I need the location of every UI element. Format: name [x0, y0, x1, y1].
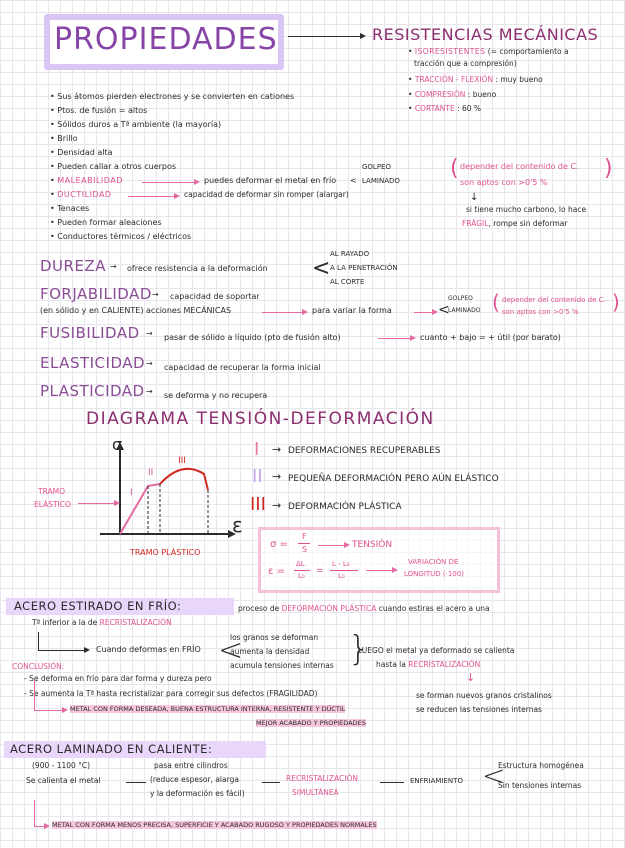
dureza-brace: < — [312, 256, 331, 281]
res-2: Sin tensiones internas — [498, 781, 582, 790]
depende-text: depender del contenido de C. — [460, 162, 579, 171]
fusibilidad-desc: pasar de sólido a líquido (pto de fusión alto) — [164, 333, 341, 342]
dureza-option-3: AL CORTE — [330, 278, 365, 286]
resistencias-item-3: • COMPRESIÓN : bueno — [408, 90, 497, 99]
acero-frio-line2: Tª inferior a la de RECRISTALIZACIÓN — [32, 618, 172, 627]
ductilidad-desc: capacidad de deformar sin romper (alargar) — [184, 190, 349, 199]
forjabilidad-desc-2: (en sólido y en CALIENTE) acciones MECÁNICAS — [40, 306, 232, 315]
legend-arrow-2: → — [272, 470, 282, 483]
caliente-down-line — [34, 800, 35, 826]
dureza-arrow: → — [110, 262, 117, 271]
granos-1: se forman nuevos granos cristalinos — [416, 691, 552, 700]
bullet-4: • Brillo — [50, 134, 78, 143]
formula-eps-bar1 — [294, 570, 310, 571]
diagram-epsilon: ε — [232, 513, 243, 537]
caliente-result-arrow — [34, 826, 48, 827]
forjabilidad-desc: capacidad de soportar — [170, 292, 260, 301]
effect-1: los granos se deforman — [230, 633, 319, 642]
bullet-11: • Conductores térmicos / eléctricos — [50, 232, 192, 241]
legend-arrow-1: → — [272, 443, 282, 456]
zone-II: II — [148, 468, 154, 478]
res-1: Estructura homogénea — [498, 761, 584, 770]
bullet-8: • DUCTILIDAD — [50, 190, 112, 199]
caliente-recris-1: RECRISTALIZACIÓN — [286, 774, 358, 783]
acero-frio-line1: proceso de DEFORMACIÓN PLÁSTICA cuando estiras el acero a una — [238, 604, 490, 613]
depende-paren-open: ( — [450, 156, 459, 181]
title-arrow — [288, 36, 364, 37]
elasticidad-desc: capacidad de recuperar la forma inicial — [164, 363, 321, 372]
maleabilidad-desc: puedes deformar el metal en frío — [204, 176, 337, 185]
conclusion-2: - Se aumenta la Tª hasta recristalizar para corregir sus defectos (FRAGILIDAD) — [24, 689, 318, 698]
ductilidad-arrow — [128, 196, 178, 197]
maleabilidad-arrow — [142, 182, 198, 183]
legend-text-2: PEQUEÑA DEFORMACIÓN PERO AÚN ELÁSTICO — [288, 474, 499, 484]
result-2: MEJOR ACABADO Y PROPIEDADES — [256, 719, 366, 727]
carbono-note-2: FRÁGIL, rompe sin deformar — [462, 219, 568, 228]
formula-sigma-arrow — [318, 545, 348, 546]
formula-eps-num1: ΔL — [296, 560, 305, 568]
formula-sigma-den: S — [302, 545, 308, 554]
result-arrow — [34, 710, 66, 711]
formula-eps-arrow — [366, 570, 396, 571]
maleabilidad-laminado: LAMINADO — [362, 177, 400, 185]
fusibilidad-desc-2: cuanto + bajo = + útil (por barato) — [420, 333, 561, 342]
granos-2: se reducen las tensiones internas — [416, 705, 542, 714]
formula-eps-eq: = — [316, 566, 324, 576]
bullet-7: • MALEABILIDAD — [50, 176, 123, 185]
conclusion-label: CONCLUSIÓN: — [12, 662, 65, 671]
tramo-elastico-arrow — [78, 503, 118, 504]
page-title: PROPIEDADES — [54, 22, 278, 57]
acero-frio-hasta: hasta la RECRISTALIZACIÓN — [376, 660, 481, 669]
resistencias-item-2: • TRACCIÓN - FLEXIÓN : muy bueno — [408, 75, 543, 84]
plasticidad-desc: se deforma y no recupera — [164, 391, 268, 400]
forjabilidad-arrow-2 — [262, 312, 306, 313]
legend-num-3: III — [250, 494, 266, 515]
fusibilidad-arrow: → — [146, 329, 153, 338]
maleabilidad-golpeo: GOLPEO — [362, 163, 391, 171]
acero-frio-down-line — [38, 632, 39, 650]
formula-sigma-label: TENSIÓN — [352, 540, 393, 550]
effect-3: acumula tensiones internas — [230, 661, 334, 670]
result-1: METAL CON FORMA DESEADA, BUENA ESTRUCTURA INTERNA, RESISTENTE Y DÚCTIL — [70, 705, 346, 713]
forjabilidad-laminado: LAMINADO — [448, 307, 481, 314]
carbono-arrow-down: ↓ — [470, 192, 479, 203]
aptos-text: son aptos con >0'5 % — [460, 178, 548, 187]
carbono-note-1: si tiene mucho carbono, lo hace — [466, 205, 587, 214]
forjabilidad-arrow-3 — [414, 312, 436, 313]
formula-eps-den2: L₀ — [338, 572, 345, 580]
elasticidad-arrow: → — [146, 359, 153, 368]
pasa-3: y la deformación es fácil) — [150, 789, 245, 798]
effect-2: aumenta la densidad — [230, 647, 310, 656]
diagrama-heading: DIAGRAMA TENSIÓN-DEFORMACIÓN — [86, 409, 435, 429]
recris-dash — [380, 782, 404, 783]
fusibilidad-label: FUSIBILIDAD — [40, 324, 140, 342]
bullet-3: • Sólidos duros a Tª ambiente (la mayoría) — [50, 120, 222, 129]
bullet-6: • Pueden callar a otros cuerpos — [50, 162, 177, 171]
forj-paren-open: ( — [492, 290, 500, 314]
fusibilidad-arrow-2 — [378, 338, 414, 339]
legend-num-2: II — [252, 466, 263, 487]
tramo-elastico-1: TRAMO — [38, 487, 65, 496]
formula-sigma-num: F — [302, 532, 307, 541]
tramo-plastico: TRAMO PLÁSTICO — [130, 548, 201, 557]
formula-sigma-lhs: σ = — [270, 539, 288, 550]
dureza-option-2: A LA PENETRACIÓN — [330, 264, 398, 272]
bullet-5: • Densidad alta — [50, 148, 113, 157]
diagram-sigma: σ — [112, 435, 123, 454]
legend-num-1: I — [254, 439, 260, 460]
formula-eps-label-1: VARIACIÓN DE — [408, 558, 459, 566]
dureza-desc: ofrece resistencia a la deformación — [127, 264, 268, 273]
legend-arrow-3: → — [272, 499, 282, 512]
formula-eps-den1: L₀ — [298, 572, 305, 580]
recris-arrow-down: ↓ — [466, 671, 476, 684]
acero-frio-brace-1: < — [218, 633, 244, 668]
maleabilidad-brace: < — [350, 176, 357, 185]
acero-caliente-calienta: Se calienta el metal — [26, 776, 101, 785]
formula-eps-label-2: LONGITUD (·100) — [404, 570, 464, 578]
forjabilidad-label: FORJABILIDAD — [40, 285, 152, 303]
dureza-label: DUREZA — [40, 257, 106, 275]
resistencias-item-1: • ISORESISTENTES (= comportamiento a — [408, 47, 569, 56]
acero-frio-arrow-1 — [38, 650, 88, 651]
pasa-2: (reduce espesor, alarga — [150, 775, 239, 784]
acero-caliente-temp: (900 - 1100 °C) — [32, 761, 91, 770]
bullet-1: • Sus átomos pierden electrones y se convierten en cationes — [50, 92, 295, 101]
bullet-2: • Ptos. de fusión = altos — [50, 106, 148, 115]
formula-box — [258, 527, 500, 593]
forjabilidad-golpeo: GOLPEO — [448, 295, 473, 302]
formula-eps-lhs: ε = — [268, 566, 285, 577]
legend-text-1: DEFORMACIONES RECUPERABLES — [288, 446, 441, 456]
forjabilidad-arrow: → — [152, 290, 159, 299]
acero-frio-brace-2: } — [348, 629, 370, 669]
bullet-9: • Tenaces — [50, 204, 90, 213]
zone-III: III — [178, 456, 186, 466]
formula-sigma-bar — [298, 543, 310, 544]
forjabilidad-desc-3: para variar la forma — [312, 306, 392, 315]
acero-caliente-heading: ACERO LAMINADO EN CALIENTE: — [10, 742, 213, 756]
plasticidad-arrow: → — [146, 387, 153, 396]
acero-frio-cuando: Cuando deformas en FRÍO — [96, 645, 201, 654]
pasa-dash — [262, 782, 280, 783]
elasticidad-label: ELASTICIDAD — [40, 354, 146, 372]
result-down-line — [34, 680, 35, 710]
depende-paren-close: ) — [604, 156, 613, 181]
enfriamiento-brace: < — [482, 759, 506, 792]
formula-eps-bar2 — [330, 570, 358, 571]
bullet-10: • Pueden formar aleaciones — [50, 218, 162, 227]
caliente-recris-2: SIMULTÁNEA — [292, 788, 339, 797]
zone-I: I — [130, 488, 133, 498]
legend-text-3: DEFORMACIÓN PLÁSTICA — [288, 502, 402, 512]
resistencias-heading: RESISTENCIAS MECÁNICAS — [372, 25, 599, 44]
acero-frio-luego: LUEGO el metal ya deformado se calienta — [358, 646, 515, 655]
pasa-1: pasa entre cilindros — [154, 761, 228, 770]
resistencias-item-1b: tracción que a compresión) — [414, 59, 517, 68]
enfriamiento: ENFRIAMIENTO — [410, 777, 463, 785]
forj-paren-close: ) — [612, 290, 620, 314]
calienta-dash — [126, 782, 146, 783]
tramo-elastico-2: ELÁSTICO — [34, 500, 71, 509]
caliente-result: METAL CON FORMA MENOS PRECISA, SUPERFICIE Y ACABADO RUGOSO Y PROPIEDADES NORMALES — [52, 821, 377, 829]
forjabilidad-brace: < — [438, 302, 450, 318]
acero-frio-heading: ACERO ESTIRADO EN FRÍO: — [14, 599, 182, 613]
resistencias-item-4: • CORTANTE : 60 % — [408, 104, 482, 113]
plasticidad-label: PLASTICIDAD — [40, 382, 145, 400]
forj-depende: depender del contenido de C. — [502, 296, 606, 304]
dureza-option-1: AL RAYADO — [330, 250, 370, 258]
forj-aptos: son aptos con >0'5 % — [502, 308, 579, 316]
formula-eps-num2: L - L₀ — [332, 560, 350, 568]
conclusion-1: - Se deforma en frío para dar forma y dureza pero — [24, 674, 212, 683]
